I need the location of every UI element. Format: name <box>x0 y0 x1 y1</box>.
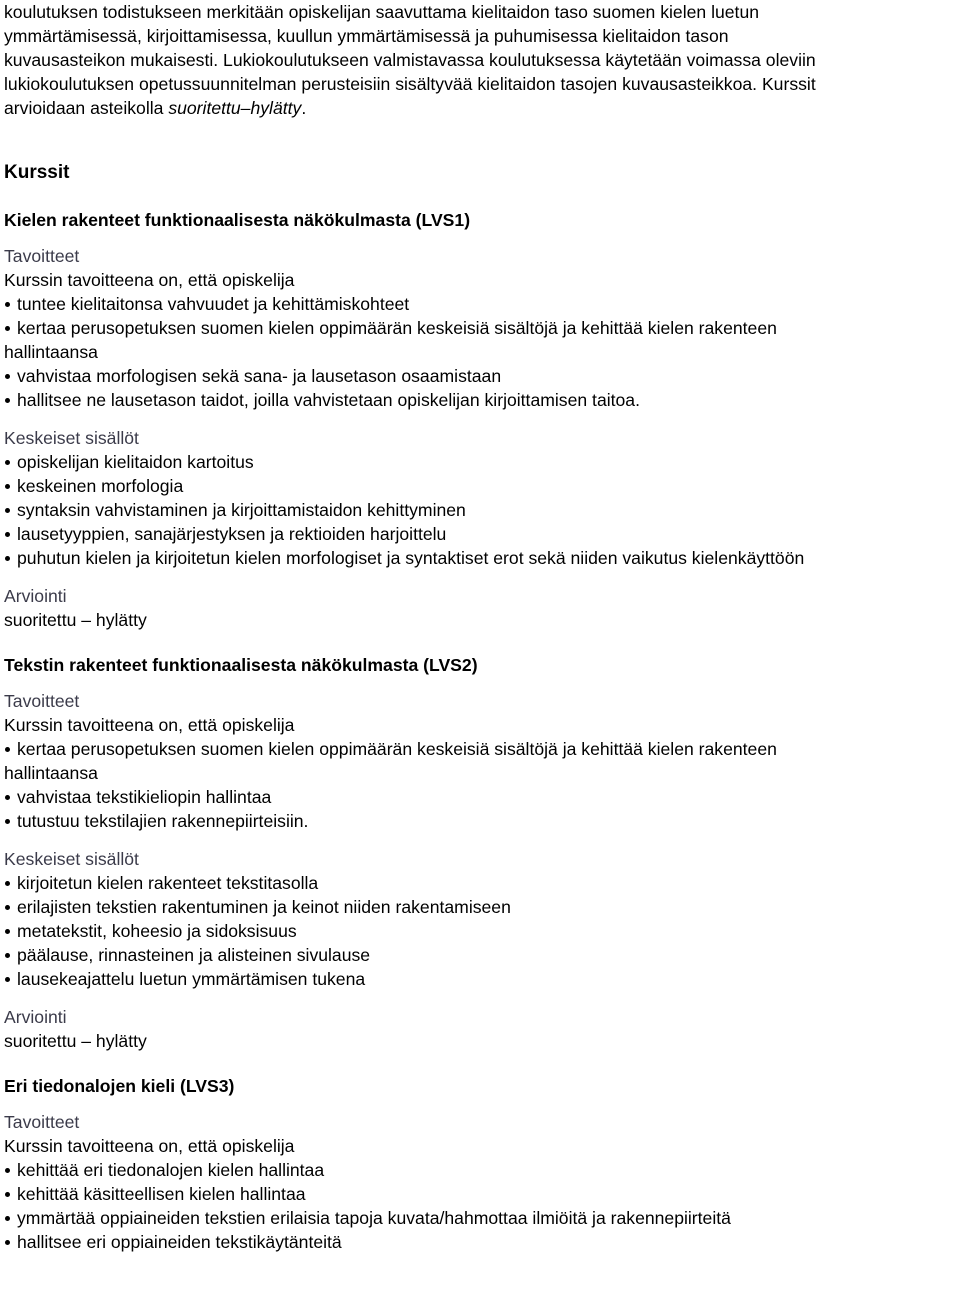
course-title: Tekstin rakenteet funktionaalisesta näkökulmasta (LVS2) <box>4 655 478 675</box>
list-item-text: metatekstit, koheesio ja sidoksisuus <box>17 921 297 941</box>
intro-paragraph <box>4 0 956 120</box>
goals-list <box>4 737 956 833</box>
intro-line <box>4 96 956 120</box>
intro-line: lukiokoulutuksen opetussuunnitelman perusteisiin sisältyvää kielitaidon tasojen kuvausasteikkoa. Kurssit <box>4 74 816 94</box>
list-item-text-continued: hallintaansa <box>4 763 98 783</box>
list-item-text: hallitsee eri oppiaineiden tekstikäytänteitä <box>17 1232 342 1252</box>
list-item <box>4 919 956 943</box>
list-item <box>4 785 956 809</box>
list-item <box>4 967 956 991</box>
list-item-text: vahvistaa tekstikieliopin hallintaa <box>17 787 272 807</box>
evaluation-label: Arviointi <box>4 586 67 606</box>
list-item <box>4 895 956 919</box>
list-item-text: tuntee kielitaitonsa vahvuudet ja kehittämiskohteet <box>17 294 410 314</box>
list-item-text: päälause, rinnasteinen ja alisteinen sivulause <box>17 945 371 965</box>
goals-list <box>4 1158 956 1254</box>
list-item-text: kertaa perusopetuksen suomen kielen oppimäärän keskeisiä sisältöjä ja kehittää kielen rakenteen <box>17 739 777 759</box>
list-item <box>4 498 956 522</box>
section-heading-courses: Kurssit <box>4 162 70 183</box>
list-item <box>4 450 956 474</box>
goals-label: Tavoitteet <box>4 1112 80 1132</box>
intro-text: arvioidaan asteikolla <box>4 98 169 118</box>
goals-intro: Kurssin tavoitteena on, että opiskelija <box>4 1136 295 1156</box>
list-item-text: ymmärtää oppiaineiden tekstien erilaisia tapoja kuvata/hahmottaa ilmiöitä ja rakennepiirteitä <box>17 1208 731 1228</box>
goals-list <box>4 292 956 412</box>
contents-label: Keskeiset sisällöt <box>4 428 139 448</box>
goals-intro: Kurssin tavoitteena on, että opiskelija <box>4 270 295 290</box>
intro-text: . <box>301 98 307 118</box>
list-item <box>4 364 956 388</box>
intro-line: kuvausasteikon mukaisesti. Lukiokoulutukseen valmistavassa koulutuksessa käytetään voimassa oleviin <box>4 50 816 70</box>
list-item-text: hallitsee ne lausetason taidot, joilla vahvistetaan opiskelijan kirjoittamisen taitoa. <box>17 390 640 410</box>
goals-label: Tavoitteet <box>4 246 80 266</box>
contents-list <box>4 450 956 570</box>
list-item-text: puhutun kielen ja kirjoitetun kielen morfologiset ja syntaktiset erot sekä niiden vaikutus kielenkäyttöön <box>17 548 805 568</box>
evaluation-value: suoritettu – hylätty <box>4 610 147 630</box>
list-item-text: tutustuu tekstilajien rakennepiirteisiin. <box>17 811 309 831</box>
list-item-text: syntaksin vahvistaminen ja kirjoittamistaidon kehittyminen <box>17 500 466 520</box>
course-lvs1 <box>4 185 956 632</box>
list-item <box>4 522 956 546</box>
list-item <box>4 474 956 498</box>
course-lvs3 <box>4 1053 956 1254</box>
list-item-text: kehittää eri tiedonalojen kielen hallintaa <box>17 1160 325 1180</box>
intro-line: ymmärtämisessä, kirjoittamisessa, kuullun ymmärtämisessä ja puhumisessa kielitaidon tason <box>4 26 729 46</box>
course-title: Kielen rakenteet funktionaalisesta näkökulmasta (LVS1) <box>4 210 471 230</box>
list-item-text: keskeinen morfologia <box>17 476 184 496</box>
list-item <box>4 546 956 570</box>
goals-intro: Kurssin tavoitteena on, että opiskelija <box>4 715 295 735</box>
contents-label: Keskeiset sisällöt <box>4 849 139 869</box>
list-item <box>4 871 956 895</box>
list-item-text-continued: hallintaansa <box>4 342 98 362</box>
evaluation-label: Arviointi <box>4 1007 67 1027</box>
course-lvs2 <box>4 632 956 1053</box>
list-item-text: vahvistaa morfologisen sekä sana- ja lausetason osaamistaan <box>17 366 502 386</box>
list-item <box>4 737 956 785</box>
list-item-text: opiskelijan kielitaidon kartoitus <box>17 452 254 472</box>
intro-line: koulutuksen todistukseen merkitään opiskelijan saavuttama kielitaidon taso suomen kielen luetun <box>4 2 760 22</box>
list-item-text: kehittää käsitteellisen kielen hallintaa <box>17 1184 306 1204</box>
list-item-text: lausekeajattelu luetun ymmärtämisen tukena <box>17 969 366 989</box>
grading-scale: suoritettu–hylätty <box>168 98 302 118</box>
list-item <box>4 388 956 412</box>
evaluation-value: suoritettu – hylätty <box>4 1031 147 1051</box>
list-item <box>4 1230 956 1254</box>
contents-list <box>4 871 956 991</box>
list-item <box>4 943 956 967</box>
list-item-text: kirjoitetun kielen rakenteet tekstitasolla <box>17 873 319 893</box>
list-item <box>4 809 956 833</box>
goals-label: Tavoitteet <box>4 691 80 711</box>
list-item <box>4 1182 956 1206</box>
list-item <box>4 1206 956 1230</box>
course-title: Eri tiedonalojen kieli (LVS3) <box>4 1076 235 1096</box>
list-item-text: lausetyyppien, sanajärjestyksen ja rektioiden harjoittelu <box>17 524 447 544</box>
list-item-text: erilajisten tekstien rakentuminen ja keinot niiden rakentamiseen <box>17 897 511 917</box>
list-item <box>4 316 956 364</box>
list-item <box>4 292 956 316</box>
list-item <box>4 1158 956 1182</box>
list-item-text: kertaa perusopetuksen suomen kielen oppimäärän keskeisiä sisältöjä ja kehittää kielen rakenteen <box>17 318 777 338</box>
